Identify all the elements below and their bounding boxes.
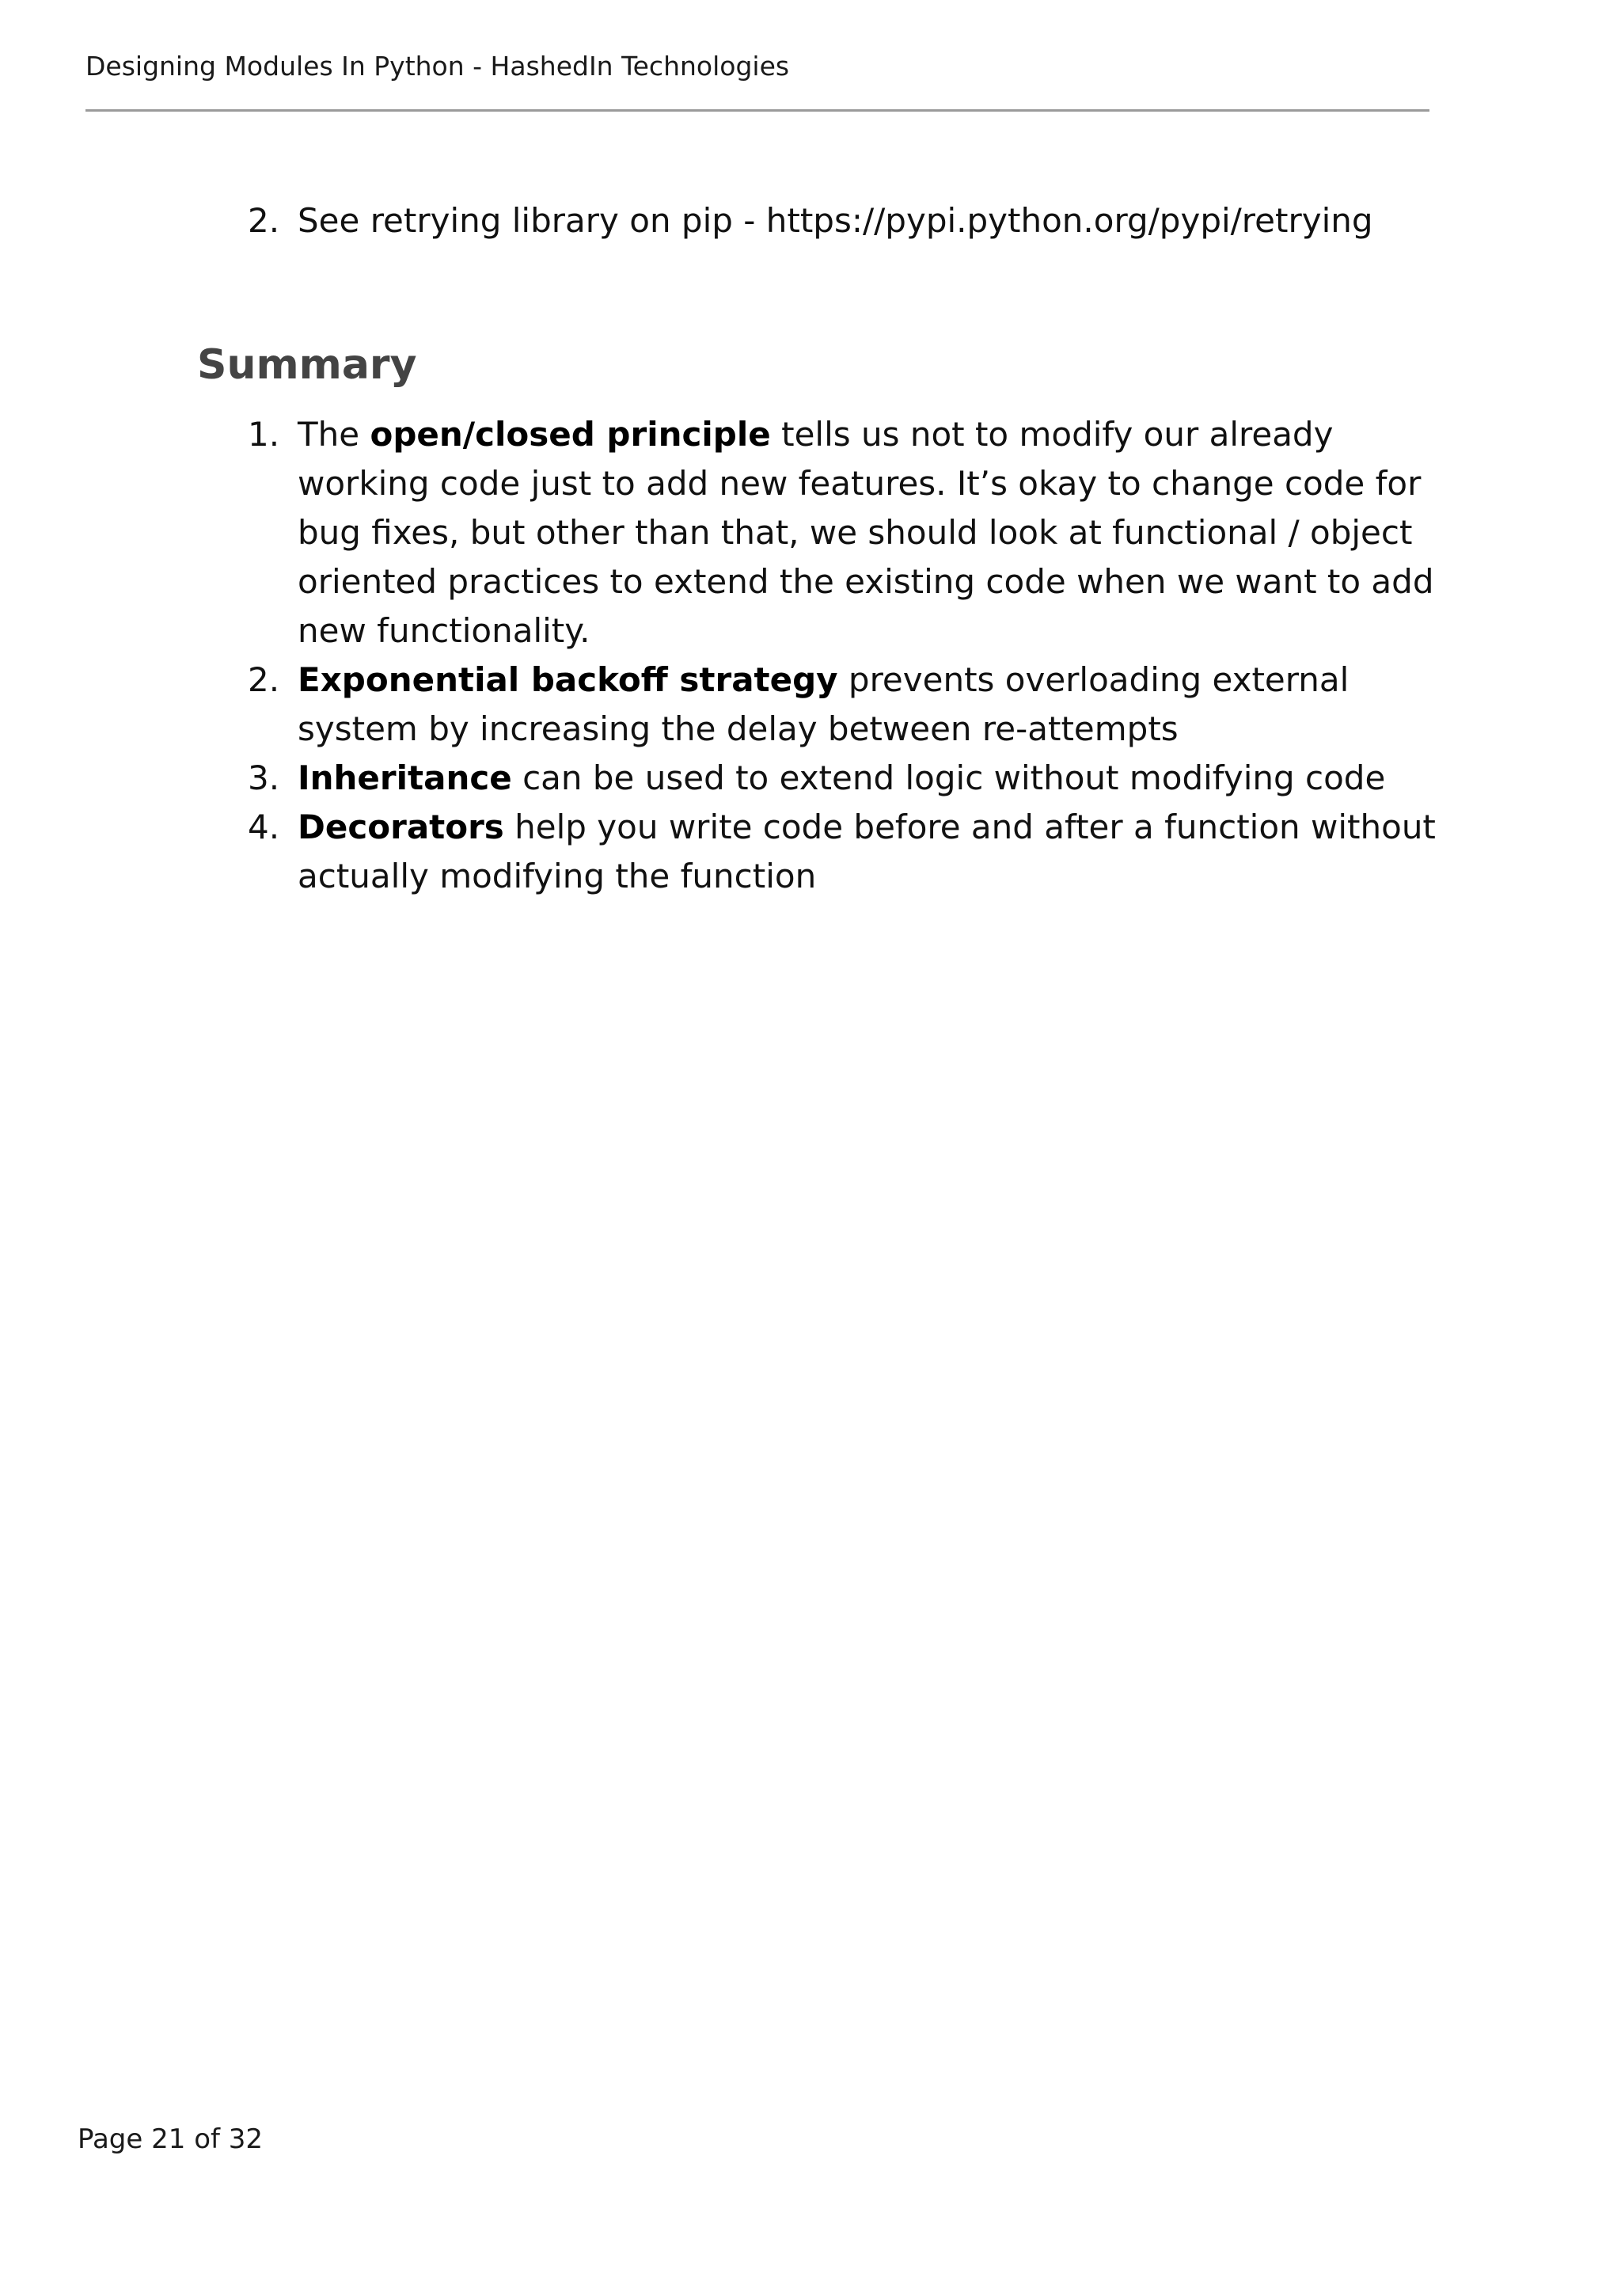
- page-number: Page 21 of 32: [78, 2123, 264, 2155]
- list-item-key-term: open/closed principle: [370, 415, 771, 454]
- header-divider: [85, 109, 1429, 112]
- summary-heading: Summary: [197, 341, 417, 389]
- list-item-text: can be used to extend logic without modifying code: [511, 758, 1386, 797]
- list-item-number: 2.: [248, 660, 280, 699]
- summary-list-item: [248, 656, 1451, 754]
- summary-list-item: [248, 803, 1451, 901]
- summary-list-item: [248, 754, 1451, 803]
- list-item-key-term: Decorators: [298, 808, 504, 846]
- list-item-text: See retrying library on pip - https://pypi.python.org/pypi/retrying: [298, 201, 1373, 240]
- list-item-number: 4.: [248, 808, 280, 846]
- list-item-key-term: Exponential backoff strategy: [298, 660, 838, 699]
- list-item-number: 1.: [248, 415, 280, 454]
- reference-list-item: [248, 196, 1451, 245]
- summary-list-item: [248, 410, 1451, 656]
- list-item-text: tells us not to modify our already working code just to add new features. It’s okay to change code for bug fixes, but other than that, we should look at functional / object oriented practices to extend the existing code when we want to add new functionality.: [298, 415, 1434, 650]
- list-item-key-term: Inheritance: [298, 758, 512, 797]
- list-item-lead-text: The: [298, 415, 370, 454]
- list-item-text: prevents overloading external system by increasing the delay between re-attempts: [298, 660, 1350, 748]
- list-item-number: 3.: [248, 758, 280, 797]
- running-header-title: Designing Modules In Python - HashedIn Technologies: [85, 51, 790, 82]
- list-item-text: help you write code before and after a function without actually modifying the function: [298, 808, 1436, 895]
- list-item-number: 2.: [248, 201, 280, 240]
- summary-list: [248, 410, 1451, 901]
- reference-list: [248, 196, 1451, 245]
